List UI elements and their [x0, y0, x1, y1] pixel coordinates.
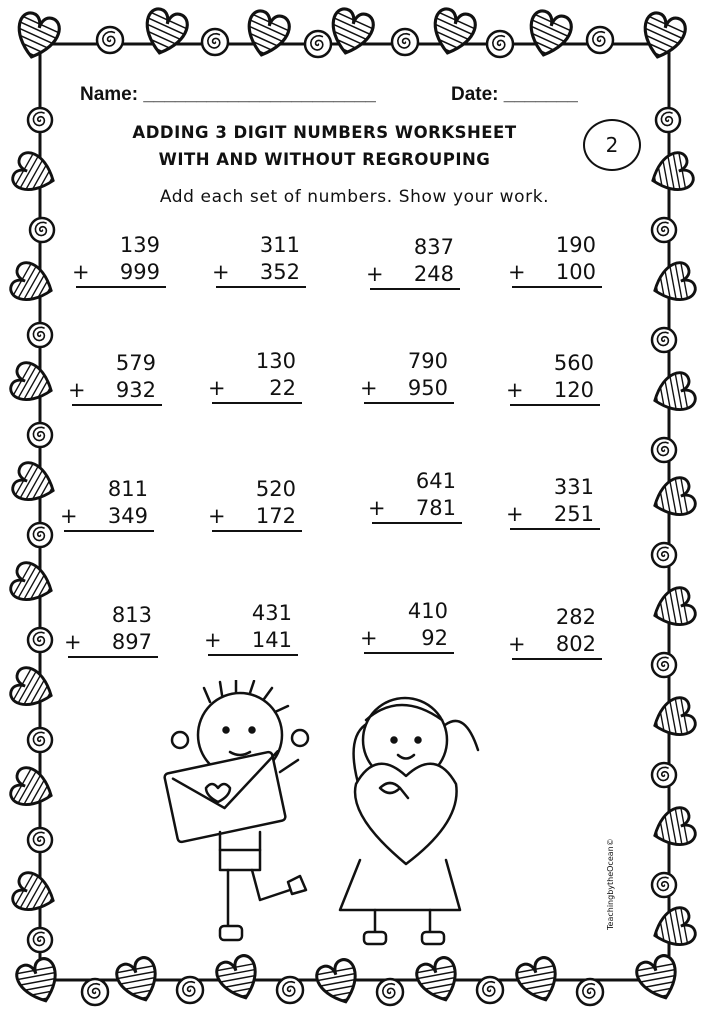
swirl-decoration — [28, 423, 52, 447]
addition-problem — [368, 468, 462, 524]
plus-sign: + — [72, 260, 90, 284]
problem-top-number: 311 — [259, 233, 300, 257]
problem-top-number: 837 — [413, 235, 454, 259]
date-field-label: Date: _______ — [451, 84, 578, 105]
heart-decoration — [7, 558, 59, 611]
addition-problem — [360, 348, 454, 404]
problem-bottom-number: 251 — [553, 502, 594, 526]
plus-sign: + — [366, 262, 384, 286]
swirl-decoration — [28, 728, 52, 752]
plus-sign: + — [506, 502, 524, 526]
problem-bottom-line — [72, 259, 166, 288]
swirl-decoration — [30, 218, 54, 242]
problem-top-number: 130 — [255, 349, 296, 373]
addition-problem — [60, 476, 154, 532]
swirl-decoration — [28, 828, 52, 852]
heart-decoration — [647, 473, 699, 526]
heart-decoration — [7, 258, 59, 311]
swirl-decoration — [652, 653, 676, 677]
swirl-decoration — [577, 979, 603, 1005]
problem-bottom-line — [506, 377, 600, 406]
addition-problem — [208, 476, 302, 532]
heart-decoration — [9, 10, 64, 64]
addition-problem — [506, 474, 600, 530]
heart-decoration — [323, 6, 378, 60]
problem-bottom-line — [366, 261, 460, 290]
heart-decoration — [425, 6, 480, 60]
addition-problem — [208, 348, 302, 404]
swirl-decoration — [652, 438, 676, 462]
plus-sign: + — [64, 630, 82, 654]
plus-sign: + — [508, 260, 526, 284]
addition-problem — [72, 232, 166, 288]
boy-figure — [164, 680, 308, 940]
problem-bottom-line — [60, 503, 154, 532]
swirl-decoration — [97, 27, 123, 53]
girl-figure — [340, 698, 478, 944]
problem-top-number: 139 — [119, 233, 160, 257]
problem-bottom-line — [360, 625, 454, 654]
heart-decoration — [7, 663, 59, 716]
problem-bottom-number: 950 — [407, 376, 448, 400]
problem-bottom-number: 999 — [119, 260, 160, 284]
swirl-decoration — [277, 977, 303, 1003]
instructions: Add each set of numbers. Show your work. — [159, 187, 550, 207]
problem-bottom-number: 349 — [107, 504, 148, 528]
swirl-decoration — [177, 977, 203, 1003]
plus-sign: + — [360, 626, 378, 650]
heart-decoration — [631, 952, 686, 1006]
swirl-decoration — [652, 873, 676, 897]
addition-problem — [360, 598, 454, 654]
plus-sign: + — [508, 632, 526, 656]
addition-problem — [204, 600, 298, 656]
swirl-decoration — [392, 29, 418, 55]
problem-bottom-line — [212, 259, 306, 288]
swirl-decoration — [652, 328, 676, 352]
swirl-decoration — [377, 979, 403, 1005]
swirl-decoration — [202, 29, 228, 55]
problem-bottom-number: 172 — [255, 504, 296, 528]
plus-sign: + — [208, 376, 226, 400]
problem-bottom-number: 100 — [555, 260, 596, 284]
problem-top-number: 410 — [407, 599, 448, 623]
addition-problem — [508, 232, 602, 288]
problem-bottom-number: 897 — [111, 630, 152, 654]
problem-bottom-line — [360, 375, 454, 404]
swirl-decoration — [82, 979, 108, 1005]
swirl-decoration — [28, 628, 52, 652]
heart-decoration — [7, 763, 59, 816]
problem-bottom-line — [68, 377, 162, 406]
plus-sign: + — [204, 628, 222, 652]
heart-decoration — [647, 693, 699, 746]
heart-decoration — [239, 8, 294, 62]
problem-top-number: 331 — [553, 475, 594, 499]
swirl-decoration — [487, 31, 513, 57]
addition-problem — [366, 234, 460, 290]
problem-top-number: 431 — [251, 601, 292, 625]
problem-bottom-number: 120 — [553, 378, 594, 402]
problem-top-number: 813 — [111, 603, 152, 627]
problem-bottom-number: 141 — [251, 628, 292, 652]
heart-decoration — [11, 955, 66, 1009]
heart-decoration — [9, 458, 61, 511]
problem-top-number: 790 — [407, 349, 448, 373]
heart-decoration — [7, 358, 59, 411]
heart-decoration — [9, 868, 61, 921]
swirl-decoration — [652, 543, 676, 567]
problem-bottom-line — [506, 501, 600, 530]
swirl-decoration — [28, 928, 52, 952]
heart-decoration — [635, 10, 690, 64]
problem-bottom-line — [208, 503, 302, 532]
problem-bottom-line — [208, 375, 302, 404]
problem-bottom-line — [368, 495, 462, 524]
plus-sign: + — [368, 496, 386, 520]
heart-decoration — [521, 8, 576, 62]
problem-bottom-number: 781 — [415, 496, 456, 520]
plus-sign: + — [208, 504, 226, 528]
valentine-kids-illustration — [160, 680, 500, 950]
problem-top-number: 282 — [555, 605, 596, 629]
heart-decoration — [647, 368, 699, 421]
addition-problem — [212, 232, 306, 288]
plus-sign: + — [60, 504, 78, 528]
problem-bottom-number: 802 — [555, 632, 596, 656]
problem-bottom-number: 22 — [269, 376, 296, 400]
heart-decoration — [647, 583, 699, 636]
problem-top-number: 811 — [107, 477, 148, 501]
problem-bottom-line — [64, 629, 158, 658]
page-number-badge: 2 — [583, 119, 641, 171]
problem-top-number: 560 — [553, 351, 594, 375]
worksheet-title-line-2: WITH AND WITHOUT REGROUPING — [158, 150, 491, 169]
swirl-decoration — [477, 977, 503, 1003]
plus-sign: + — [68, 378, 86, 402]
swirl-decoration — [652, 763, 676, 787]
plus-sign: + — [212, 260, 230, 284]
problem-bottom-line — [508, 631, 602, 660]
plus-sign: + — [360, 376, 378, 400]
problem-top-number: 579 — [115, 351, 156, 375]
addition-problem — [508, 604, 602, 660]
plus-sign: + — [506, 378, 524, 402]
swirl-decoration — [28, 523, 52, 547]
swirl-decoration — [652, 218, 676, 242]
problem-bottom-number: 352 — [259, 260, 300, 284]
heart-decoration — [647, 258, 699, 311]
worksheet-title-line-1: ADDING 3 DIGIT NUMBERS WORKSHEET — [132, 123, 517, 142]
problem-bottom-line — [204, 627, 298, 656]
addition-problem — [68, 350, 162, 406]
problem-bottom-number: 932 — [115, 378, 156, 402]
swirl-decoration — [28, 323, 52, 347]
heart-decoration — [647, 903, 699, 956]
swirl-decoration — [305, 31, 331, 57]
copyright-credit: TeachingbytheOcean© — [606, 838, 615, 930]
problem-bottom-line — [508, 259, 602, 288]
problem-bottom-number: 92 — [421, 626, 448, 650]
heart-decoration — [311, 956, 366, 1010]
heart-decoration — [647, 803, 699, 856]
problem-top-number: 190 — [555, 233, 596, 257]
name-field-label: Name: ______________________ — [80, 84, 376, 105]
problem-top-number: 520 — [255, 477, 296, 501]
addition-problem — [64, 602, 158, 658]
problem-bottom-number: 248 — [413, 262, 454, 286]
swirl-decoration — [587, 27, 613, 53]
problem-top-number: 641 — [415, 469, 456, 493]
heart-decoration — [137, 6, 192, 60]
addition-problem — [506, 350, 600, 406]
